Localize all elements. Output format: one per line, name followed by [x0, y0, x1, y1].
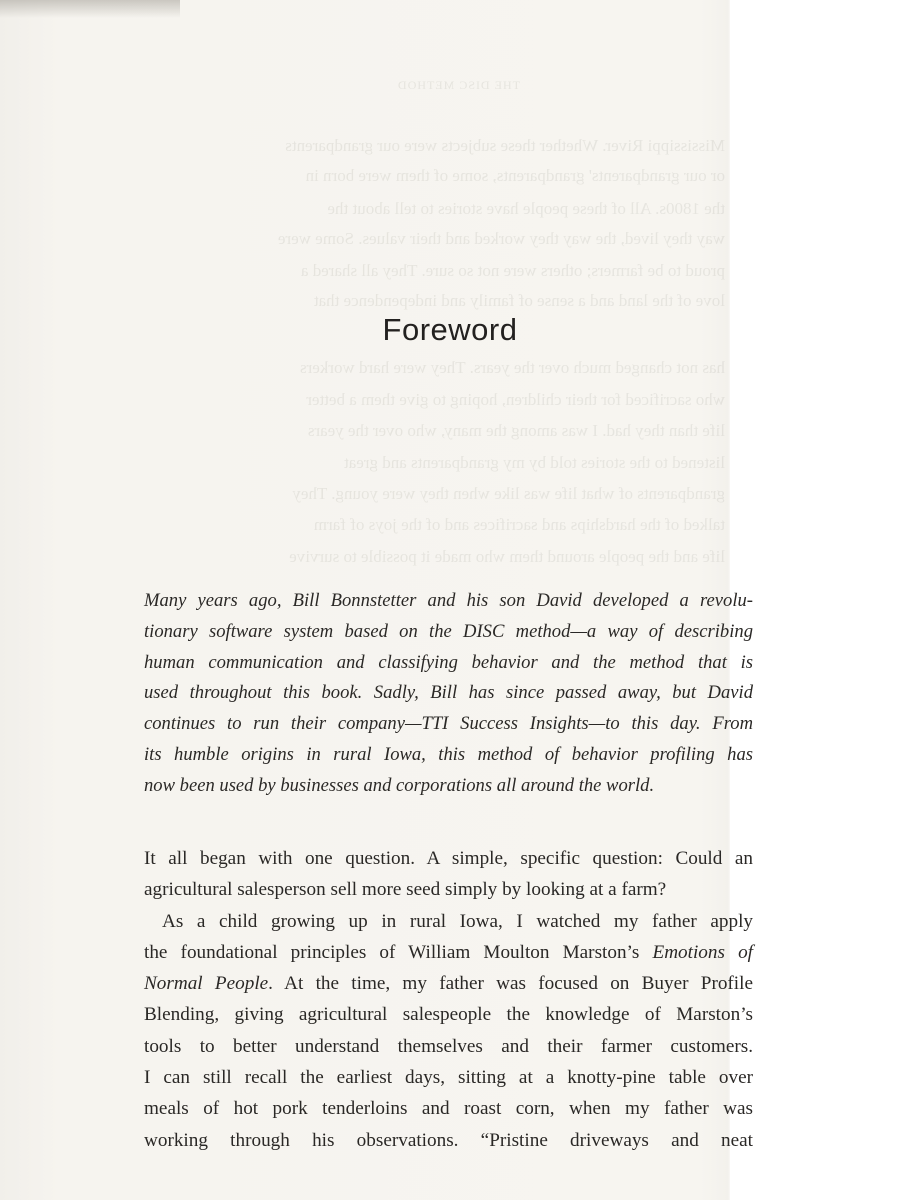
bleed-through-line: the 1800s. All of these people have stories to tell about the: [327, 199, 725, 218]
book-title-emphasis: Emotions of: [652, 941, 753, 963]
chapter-heading: Foreword: [382, 312, 518, 347]
book-title-emphasis: Normal People: [144, 973, 269, 995]
paragraph-one: [144, 843, 753, 906]
bleed-through-line: way they lived, the way they worked and their values. Some were: [277, 229, 725, 248]
page-shadow: [0, 0, 180, 18]
intro-line: human communication and classifying behavior and the method that is: [144, 651, 753, 673]
body-line: [144, 968, 753, 999]
bleed-through-line: life and the people around them who made it possible to survive: [289, 547, 725, 566]
bleed-through-line: has not changed much over the years. They were hard workers: [300, 358, 725, 377]
body-line: Blending, giving agricultural salespeople the knowledge of Marston’s: [144, 1004, 753, 1026]
bleed-through-line: love of the land and a sense of family and independence that: [313, 291, 725, 310]
body-text-span: . At the time, my father was focused on Buyer Profile: [268, 973, 753, 995]
body-line: tools to better understand themselves and their farmer customers.: [144, 1035, 753, 1057]
bleed-through-line: or our grandparents' grandparents, some of them were born in: [305, 166, 725, 185]
bleed-through-running-head: THE DISC METHOD: [397, 78, 520, 92]
bleed-through-line: listened to the stories told by my grandparents and great: [344, 453, 725, 472]
body-line: working through his observations. “Pristine driveways and neat: [144, 1129, 753, 1151]
body-line: [144, 937, 753, 968]
body-line: agricultural salesperson sell more seed simply by looking at a farm?: [144, 879, 667, 901]
intro-line: now been used by businesses and corporations all around the world.: [144, 774, 655, 796]
intro-line: Many years ago, Bill Bonnstetter and his son David developed a revolu-: [144, 590, 753, 611]
body-line: I can still recall the earliest days, sitting at a knotty-pine table over: [144, 1067, 753, 1089]
body-text: [144, 843, 753, 1156]
bleed-through-line: who sacrificed for their children, hoping to give them a better: [306, 390, 725, 409]
body-text-span: the foundational principles of William Moulton Marston’s: [144, 941, 653, 963]
intro-line: tionary software system based on the DISC method—a way of describing: [144, 620, 753, 642]
intro-line: used throughout this book. Sadly, Bill has since passed away, but David: [144, 682, 753, 704]
paragraph-two: [144, 906, 753, 1156]
bleed-through-line: life than they had. I was among the many, who over the years: [307, 421, 725, 440]
body-line: It all began with one question. A simple, specific question: Could an: [144, 848, 753, 869]
bleed-through-line: Mississippi River. Whether these subjects were our grandparents: [285, 136, 725, 155]
body-line: meals of hot pork tenderloins and roast corn, when my father was: [144, 1098, 753, 1120]
page-margin: [730, 0, 900, 1200]
intro-line: continues to run their company—TTI Success Insights—to this day. From: [144, 713, 753, 735]
intro-paragraph: [144, 586, 753, 802]
bleed-through-line: proud to be farmers; others were not so sure. They all shared a: [300, 261, 725, 280]
intro-line: its humble origins in rural Iowa, this method of behavior profiling has: [144, 743, 753, 765]
bleed-through-line: grandparents of what life was like when they were young. They: [292, 484, 725, 503]
bleed-through-line: talked of the hardships and sacrifices and of the joys of farm: [313, 515, 725, 534]
body-line: As a child growing up in rural Iowa, I watched my father apply: [162, 910, 753, 932]
